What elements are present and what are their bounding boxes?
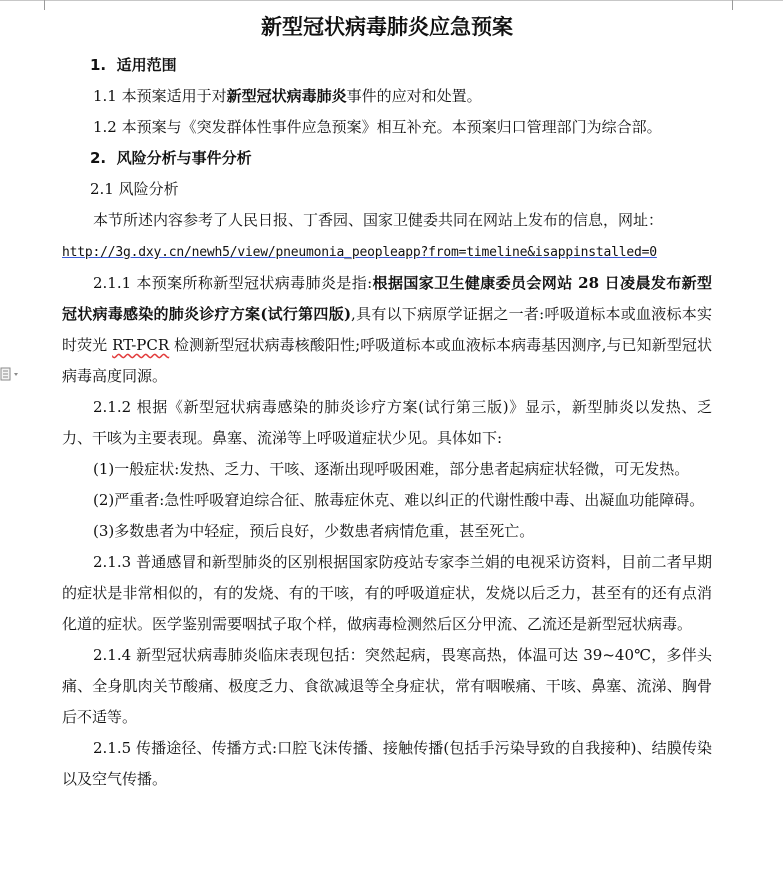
paragraph-2-1-4: 2.1.4 新型冠状病毒肺炎临床表现包括：突然起病，畏寒高热，体温可达 39~40℃，多伴头痛、全身肌肉关节酸痛、极度乏力、食欲减退等全身症状，常有咽喉痛、干咳、鼻塞、流涕、胸骨后不适等。 bbox=[62, 646, 712, 726]
text-run: 1.1 本预案适用于对 bbox=[93, 87, 227, 105]
paragraph-1-1 bbox=[62, 81, 712, 112]
document-body bbox=[62, 50, 712, 795]
source-url-link[interactable]: http://3g.dxy.cn/newh5/view/pneumonia_peopleapp?from=timeline&isappinstalled=0 bbox=[62, 245, 657, 260]
text-run: 事件的应对和处置。 bbox=[346, 87, 482, 105]
text-run: ,具有以下病原学证据之一者:呼吸道标本或血液标本实时荧光 bbox=[62, 305, 712, 354]
paragraph-1-2: 1.2 本预案与《突发群体性事件应急预案》相互补充。本预案归口管理部门为综合部。 bbox=[93, 118, 662, 136]
section-heading-2 bbox=[62, 143, 712, 174]
symptom-item-1: (1)一般症状:发热、乏力、干咳、逐渐出现呼吸困难，部分患者起病症状轻微，可无发热。 bbox=[93, 460, 690, 478]
margin-corner-right bbox=[712, 0, 733, 10]
section-title: 适用范围 bbox=[116, 56, 177, 74]
text-run: 2.1.1 本预案所称新型冠状病毒肺炎是指: bbox=[93, 274, 373, 292]
section-number: 1. bbox=[90, 56, 107, 74]
section-title: 风险分析与事件分析 bbox=[116, 149, 252, 167]
bold-run: 根据国家卫生健康委员会网站 28 日凌晨发布新型冠状病毒感染的肺炎诊疗方案(试行第四版) bbox=[62, 274, 712, 323]
page-doc-icon[interactable] bbox=[0, 366, 22, 382]
symptom-item-3: (3)多数患者为中轻症，预后良好，少数患者病情危重，甚至死亡。 bbox=[93, 522, 535, 540]
section-number: 2. bbox=[90, 149, 107, 167]
symptom-item-2: (2)严重者:急性呼吸窘迫综合征、脓毒症休克、难以纠正的代谢性酸中毒、出凝血功能障碍。 bbox=[93, 491, 705, 509]
subsection-heading-2-1: 2.1 风险分析 bbox=[90, 180, 179, 198]
bold-run: 新型冠状病毒肺炎 bbox=[226, 87, 347, 105]
paragraph-2-1-1 bbox=[62, 268, 712, 392]
paragraph-2-1-2: 2.1.2 根据《新型冠状病毒感染的肺炎诊疗方案(试行第三版)》显示，新型肺炎以发热、乏力、干咳为主要表现。鼻塞、流涕等上呼吸道症状少见。具体如下: bbox=[62, 398, 712, 447]
document-title: 新型冠状病毒肺炎应急预案 bbox=[261, 15, 513, 39]
paragraph-2-1-5: 2.1.5 传播途径、传播方式:口腔飞沫传播、接触传播(包括手污染导致的自我接种)、结膜传染以及空气传播。 bbox=[62, 739, 712, 788]
source-url-line bbox=[62, 236, 712, 268]
text-run: 检测新型冠状病毒核酸阳性;呼吸道标本或血液标本病毒基因测序,与已知新型冠状病毒高度同源。 bbox=[62, 336, 712, 385]
paragraph-2-1-3: 2.1.3 普通感冒和新型肺炎的区别根据国家防疫站专家李兰娟的电视采访资料，目前二者早期的症状是非常相似的，有的发烧、有的干咳，有的呼吸道症状，发烧以后乏力，甚至有的还有点消化道的症状。医学鉴别需要咽拭子取个样，做病毒检测然后区分甲流、乙流还是新型冠状病毒。 bbox=[62, 553, 712, 633]
section-heading-1 bbox=[62, 50, 712, 81]
page-top-border bbox=[0, 0, 783, 4]
margin-corner-left bbox=[44, 0, 65, 10]
spellcheck-word: RT-PCR bbox=[112, 336, 170, 354]
paragraph-intro: 本节所述内容参考了人民日报、丁香园、国家卫健委共同在网站上发布的信息，网址： bbox=[93, 211, 664, 229]
